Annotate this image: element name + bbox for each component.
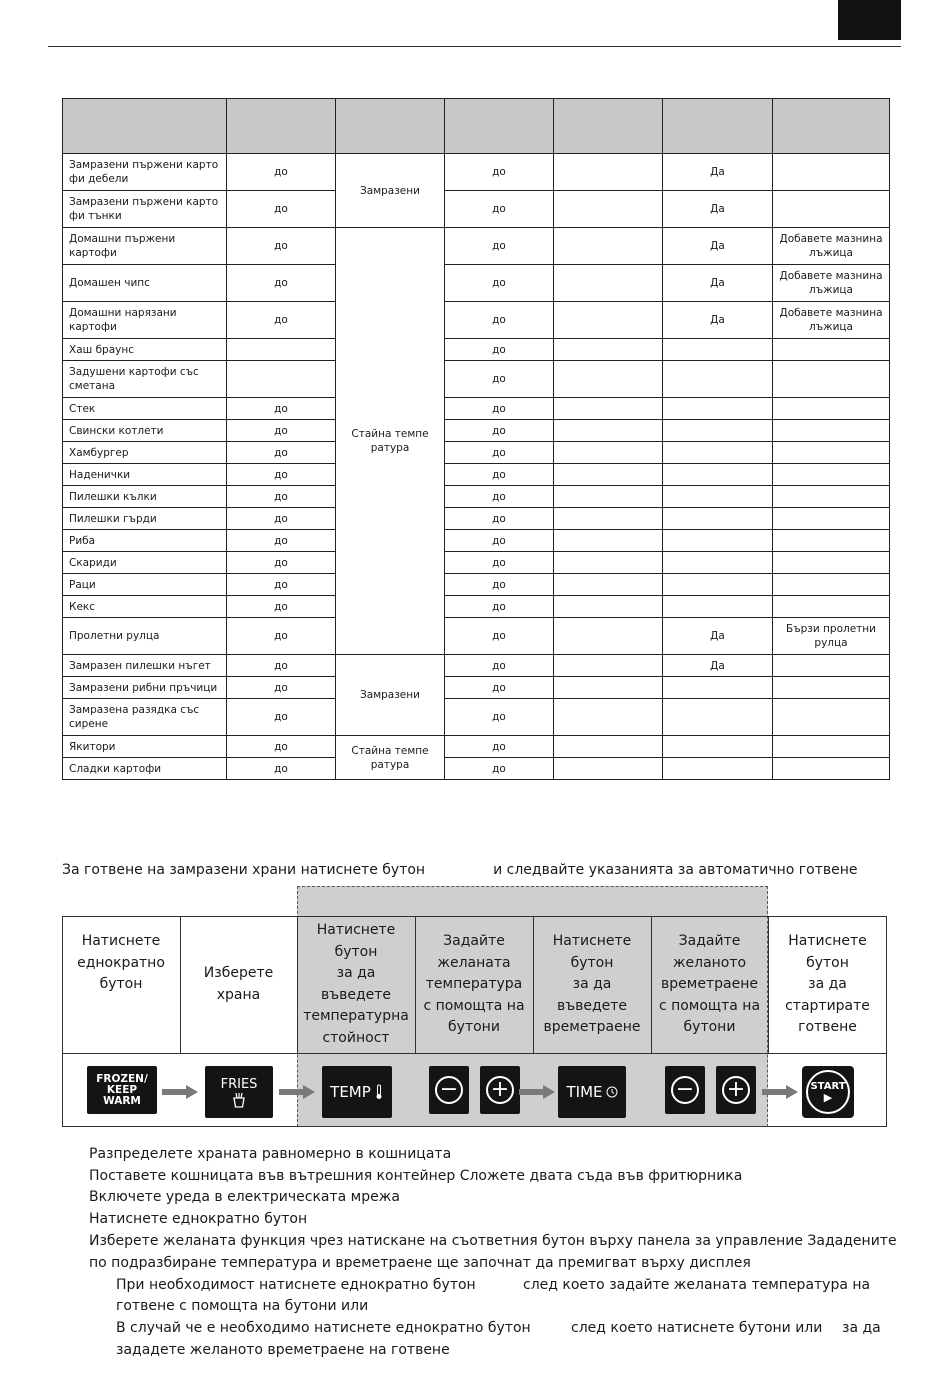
header-cell (336, 99, 445, 154)
sub-instruction-b1-after: за да (842, 1320, 881, 1336)
food-cell: Якитори (63, 736, 227, 758)
temp-cell: до (445, 486, 554, 508)
table-row (63, 736, 890, 758)
shake-cell (663, 530, 773, 552)
amount-cell: до (227, 420, 336, 442)
table-row (63, 302, 890, 339)
sub-instruction-a2: готвене с помощта на бутони или (116, 1298, 369, 1314)
shake-cell: Да (663, 191, 773, 228)
step-1-text: Натиснете еднократно бутон (77, 933, 165, 993)
food-cell: Раци (63, 574, 227, 596)
table-row (63, 265, 890, 302)
shake-cell (663, 574, 773, 596)
time-cell (554, 486, 663, 508)
temp-cell: до (445, 736, 554, 758)
time-cell (554, 361, 663, 398)
plus-key (716, 1066, 756, 1114)
note-cell: Добавете мазнина лъжица (773, 265, 890, 302)
amount-cell: до (227, 228, 336, 265)
frozen-key-line1: FROZEN/ (96, 1072, 148, 1085)
instruction-1: Разпределете храната равномерно в кошницата (89, 1146, 452, 1162)
shake-cell (663, 552, 773, 574)
time-cell (554, 265, 663, 302)
temp-cell: до (445, 228, 554, 265)
temp-cell: до (445, 464, 554, 486)
amount-cell: до (227, 618, 336, 655)
note-cell (773, 508, 890, 530)
temp-cell: до (445, 596, 554, 618)
sub-instruction-b2: зададете желаното времетраене на готвене (116, 1342, 450, 1358)
note-cell (773, 736, 890, 758)
amount-cell: до (227, 442, 336, 464)
steps-divider (62, 1053, 887, 1054)
note-cell (773, 655, 890, 677)
amount-cell: до (227, 508, 336, 530)
shake-cell (663, 677, 773, 699)
time-cell (554, 154, 663, 191)
table-row (63, 677, 890, 699)
shake-cell (663, 420, 773, 442)
step-7-text: Натиснете бутон за да стартирате готвене (785, 933, 870, 1036)
shake-cell (663, 464, 773, 486)
fries-icon (231, 1092, 247, 1108)
header-cell (554, 99, 663, 154)
minus-icon: − (435, 1076, 463, 1104)
amount-cell: до (227, 574, 336, 596)
time-cell (554, 228, 663, 265)
shake-cell (663, 442, 773, 464)
note-cell (773, 339, 890, 361)
note-cell (773, 420, 890, 442)
note-cell (773, 191, 890, 228)
frozen-key-line2: KEEP WARM (103, 1083, 141, 1107)
table-row (63, 228, 890, 265)
temp-cell: до (445, 552, 554, 574)
amount-cell: до (227, 677, 336, 699)
food-cell: Замразени рибни пръчици (63, 677, 227, 699)
note-cell (773, 361, 890, 398)
table-row (63, 655, 890, 677)
shake-cell: Да (663, 154, 773, 191)
amount-cell: до (227, 758, 336, 780)
amount-cell (227, 339, 336, 361)
time-cell (554, 191, 663, 228)
time-cell (554, 339, 663, 361)
note-cell (773, 154, 890, 191)
header-rule (48, 46, 901, 47)
note-cell (773, 552, 890, 574)
table-row (63, 339, 890, 361)
temp-key (322, 1066, 392, 1118)
sub-instruction-b1-mid: след което натиснете бутони или (571, 1320, 823, 1336)
state-cell: Стайна темпе ратура (336, 228, 445, 655)
state-cell: Стайна темпе ратура (336, 736, 445, 780)
food-cell: Пилешки гърди (63, 508, 227, 530)
sub-instruction-a1-before: При необходимост натиснете еднократно бутон (116, 1277, 476, 1293)
food-cell: Домашни нарязани картофи (63, 302, 227, 339)
table-row (63, 191, 890, 228)
table-row (63, 699, 890, 736)
amount-cell (227, 361, 336, 398)
temp-cell: до (445, 655, 554, 677)
note-cell (773, 758, 890, 780)
temp-cell: до (445, 677, 554, 699)
sub-instruction-b1-before: В случай че е необходимо натиснете еднократно бутон (116, 1320, 531, 1336)
arrow-icon (162, 1085, 198, 1099)
temp-cell: до (445, 265, 554, 302)
amount-cell: до (227, 302, 336, 339)
amount-cell: до (227, 464, 336, 486)
food-cell: Домашен чипс (63, 265, 227, 302)
table-row (63, 508, 890, 530)
amount-cell: до (227, 736, 336, 758)
note-cell (773, 677, 890, 699)
table-row (63, 552, 890, 574)
time-cell (554, 508, 663, 530)
time-cell (554, 758, 663, 780)
note-cell (773, 464, 890, 486)
time-cell (554, 464, 663, 486)
arrow-icon (279, 1085, 315, 1099)
shake-cell (663, 361, 773, 398)
step-6-text: Задайте желаното времетраене с помощта на бутони (658, 933, 761, 1036)
table-row (63, 464, 890, 486)
minus-key (665, 1066, 705, 1114)
fries-key (205, 1066, 273, 1118)
time-cell (554, 398, 663, 420)
table-row (63, 574, 890, 596)
food-cell: Замразен пилешки нъгет (63, 655, 227, 677)
food-cell: Замразени пържени карто фи тънки (63, 191, 227, 228)
table-row (63, 618, 890, 655)
cooking-table (62, 98, 890, 780)
food-cell: Кекс (63, 596, 227, 618)
temp-key-label: TEMP (330, 1083, 371, 1101)
instruction-2: Поставете кошницата във вътрешния контейнер Сложете двата съда във фритюрника (89, 1168, 743, 1184)
temp-cell: до (445, 574, 554, 596)
thermometer-icon (374, 1084, 384, 1100)
header-cell (227, 99, 336, 154)
start-key (802, 1066, 854, 1118)
intro-text-after: и следвайте указанията за автоматично готвене (493, 862, 858, 878)
amount-cell: до (227, 699, 336, 736)
plus-key (480, 1066, 520, 1114)
temp-cell: до (445, 339, 554, 361)
shake-cell (663, 736, 773, 758)
step-4-text: Задайте желаната температура с помощта на бутони (423, 933, 525, 1036)
temp-cell: до (445, 699, 554, 736)
temp-cell: до (445, 758, 554, 780)
food-cell: Хаш браунс (63, 339, 227, 361)
table-row (63, 530, 890, 552)
temp-cell: до (445, 191, 554, 228)
plus-icon: + (722, 1076, 750, 1104)
header-cell (445, 99, 554, 154)
amount-cell: до (227, 398, 336, 420)
food-cell: Задушени картофи със сметана (63, 361, 227, 398)
food-cell: Домашни пържени картофи (63, 228, 227, 265)
food-cell: Скариди (63, 552, 227, 574)
table-row (63, 154, 890, 191)
header-cell (63, 99, 227, 154)
temp-cell: до (445, 530, 554, 552)
start-ring (806, 1070, 850, 1114)
amount-cell: до (227, 655, 336, 677)
table-header-row (63, 99, 890, 154)
time-cell (554, 655, 663, 677)
time-cell (554, 302, 663, 339)
food-cell: Стек (63, 398, 227, 420)
time-key (558, 1066, 626, 1118)
food-cell: Замразени пържени карто фи дебели (63, 154, 227, 191)
instruction-5: Изберете желаната функция чрез натискане на съответния бутон върху панела за управление Зададените (89, 1233, 897, 1249)
shake-cell: Да (663, 265, 773, 302)
arrow-icon (762, 1085, 798, 1099)
temp-cell: до (445, 618, 554, 655)
shake-cell: Да (663, 618, 773, 655)
frozen-keep-warm-key (87, 1066, 157, 1114)
shake-cell (663, 339, 773, 361)
table-row (63, 486, 890, 508)
shake-cell (663, 699, 773, 736)
start-key-label: START (810, 1080, 846, 1092)
time-cell (554, 596, 663, 618)
temp-cell: до (445, 420, 554, 442)
temp-cell: до (445, 508, 554, 530)
step-5-text: Натиснете бутон за да въведете времетраене (543, 933, 641, 1036)
temp-cell: до (445, 154, 554, 191)
amount-cell: до (227, 191, 336, 228)
shake-cell: Да (663, 655, 773, 677)
note-cell (773, 596, 890, 618)
intro-line (62, 862, 857, 878)
time-cell (554, 618, 663, 655)
time-cell (554, 677, 663, 699)
amount-cell: до (227, 486, 336, 508)
time-cell (554, 552, 663, 574)
note-cell (773, 699, 890, 736)
header-cell (663, 99, 773, 154)
food-cell: Пилешки кълки (63, 486, 227, 508)
minus-key (429, 1066, 469, 1114)
table-row (63, 398, 890, 420)
table-row (63, 420, 890, 442)
time-cell (554, 574, 663, 596)
instruction-6: по подразбиране температура и времетраене ще започнат да премигват върху дисплея (89, 1255, 751, 1271)
table-row (63, 442, 890, 464)
food-cell: Сладки картофи (63, 758, 227, 780)
step-3-text: Натиснете бутон за да въведете температурна стойност (303, 922, 409, 1046)
temp-cell: до (445, 361, 554, 398)
shake-cell: Да (663, 228, 773, 265)
note-cell (773, 486, 890, 508)
temp-cell: до (445, 398, 554, 420)
amount-cell: до (227, 596, 336, 618)
table-row (63, 758, 890, 780)
state-cell: Замразени (336, 655, 445, 736)
intro-text-before: За готвене на замразени храни натиснете бутон (62, 862, 426, 878)
shake-cell: Да (663, 302, 773, 339)
shake-cell (663, 486, 773, 508)
note-cell: Добавете мазнина лъжица (773, 302, 890, 339)
time-cell (554, 736, 663, 758)
table-row (63, 361, 890, 398)
instruction-3: Включете уреда в електрическата мрежа (89, 1189, 400, 1205)
shake-cell (663, 398, 773, 420)
amount-cell: до (227, 265, 336, 302)
arrow-icon (519, 1085, 555, 1099)
food-cell: Хамбургер (63, 442, 227, 464)
step-2-text: Изберете храна (203, 965, 274, 1003)
state-cell: Замразени (336, 154, 445, 228)
instruction-4: Натиснете еднократно бутон (89, 1211, 308, 1227)
time-key-label: TIME (566, 1083, 603, 1101)
minus-icon: − (671, 1076, 699, 1104)
header-cell (773, 99, 890, 154)
time-cell (554, 530, 663, 552)
play-icon: ▶ (823, 1090, 833, 1104)
food-cell: Риба (63, 530, 227, 552)
shake-cell (663, 758, 773, 780)
note-cell (773, 530, 890, 552)
amount-cell: до (227, 154, 336, 191)
time-cell (554, 420, 663, 442)
food-cell: Пролетни рулца (63, 618, 227, 655)
food-cell: Замразена разядка със сирене (63, 699, 227, 736)
time-cell (554, 442, 663, 464)
table-row (63, 596, 890, 618)
note-cell (773, 574, 890, 596)
fries-key-label: FRIES (220, 1076, 258, 1092)
shake-cell (663, 508, 773, 530)
shake-cell (663, 596, 773, 618)
amount-cell: до (227, 552, 336, 574)
sub-instruction-a1-after: след което задайте желаната температура на (523, 1277, 871, 1293)
note-cell: Добавете мазнина лъжица (773, 228, 890, 265)
plus-icon: + (486, 1076, 514, 1104)
food-cell: Наденички (63, 464, 227, 486)
note-cell (773, 442, 890, 464)
temp-cell: до (445, 442, 554, 464)
time-cell (554, 699, 663, 736)
page-marker-block (838, 0, 901, 40)
amount-cell: до (227, 530, 336, 552)
temp-cell: до (445, 302, 554, 339)
note-cell (773, 398, 890, 420)
food-cell: Свински котлети (63, 420, 227, 442)
note-cell: Бързи пролетни рулца (773, 618, 890, 655)
clock-icon (606, 1086, 618, 1098)
